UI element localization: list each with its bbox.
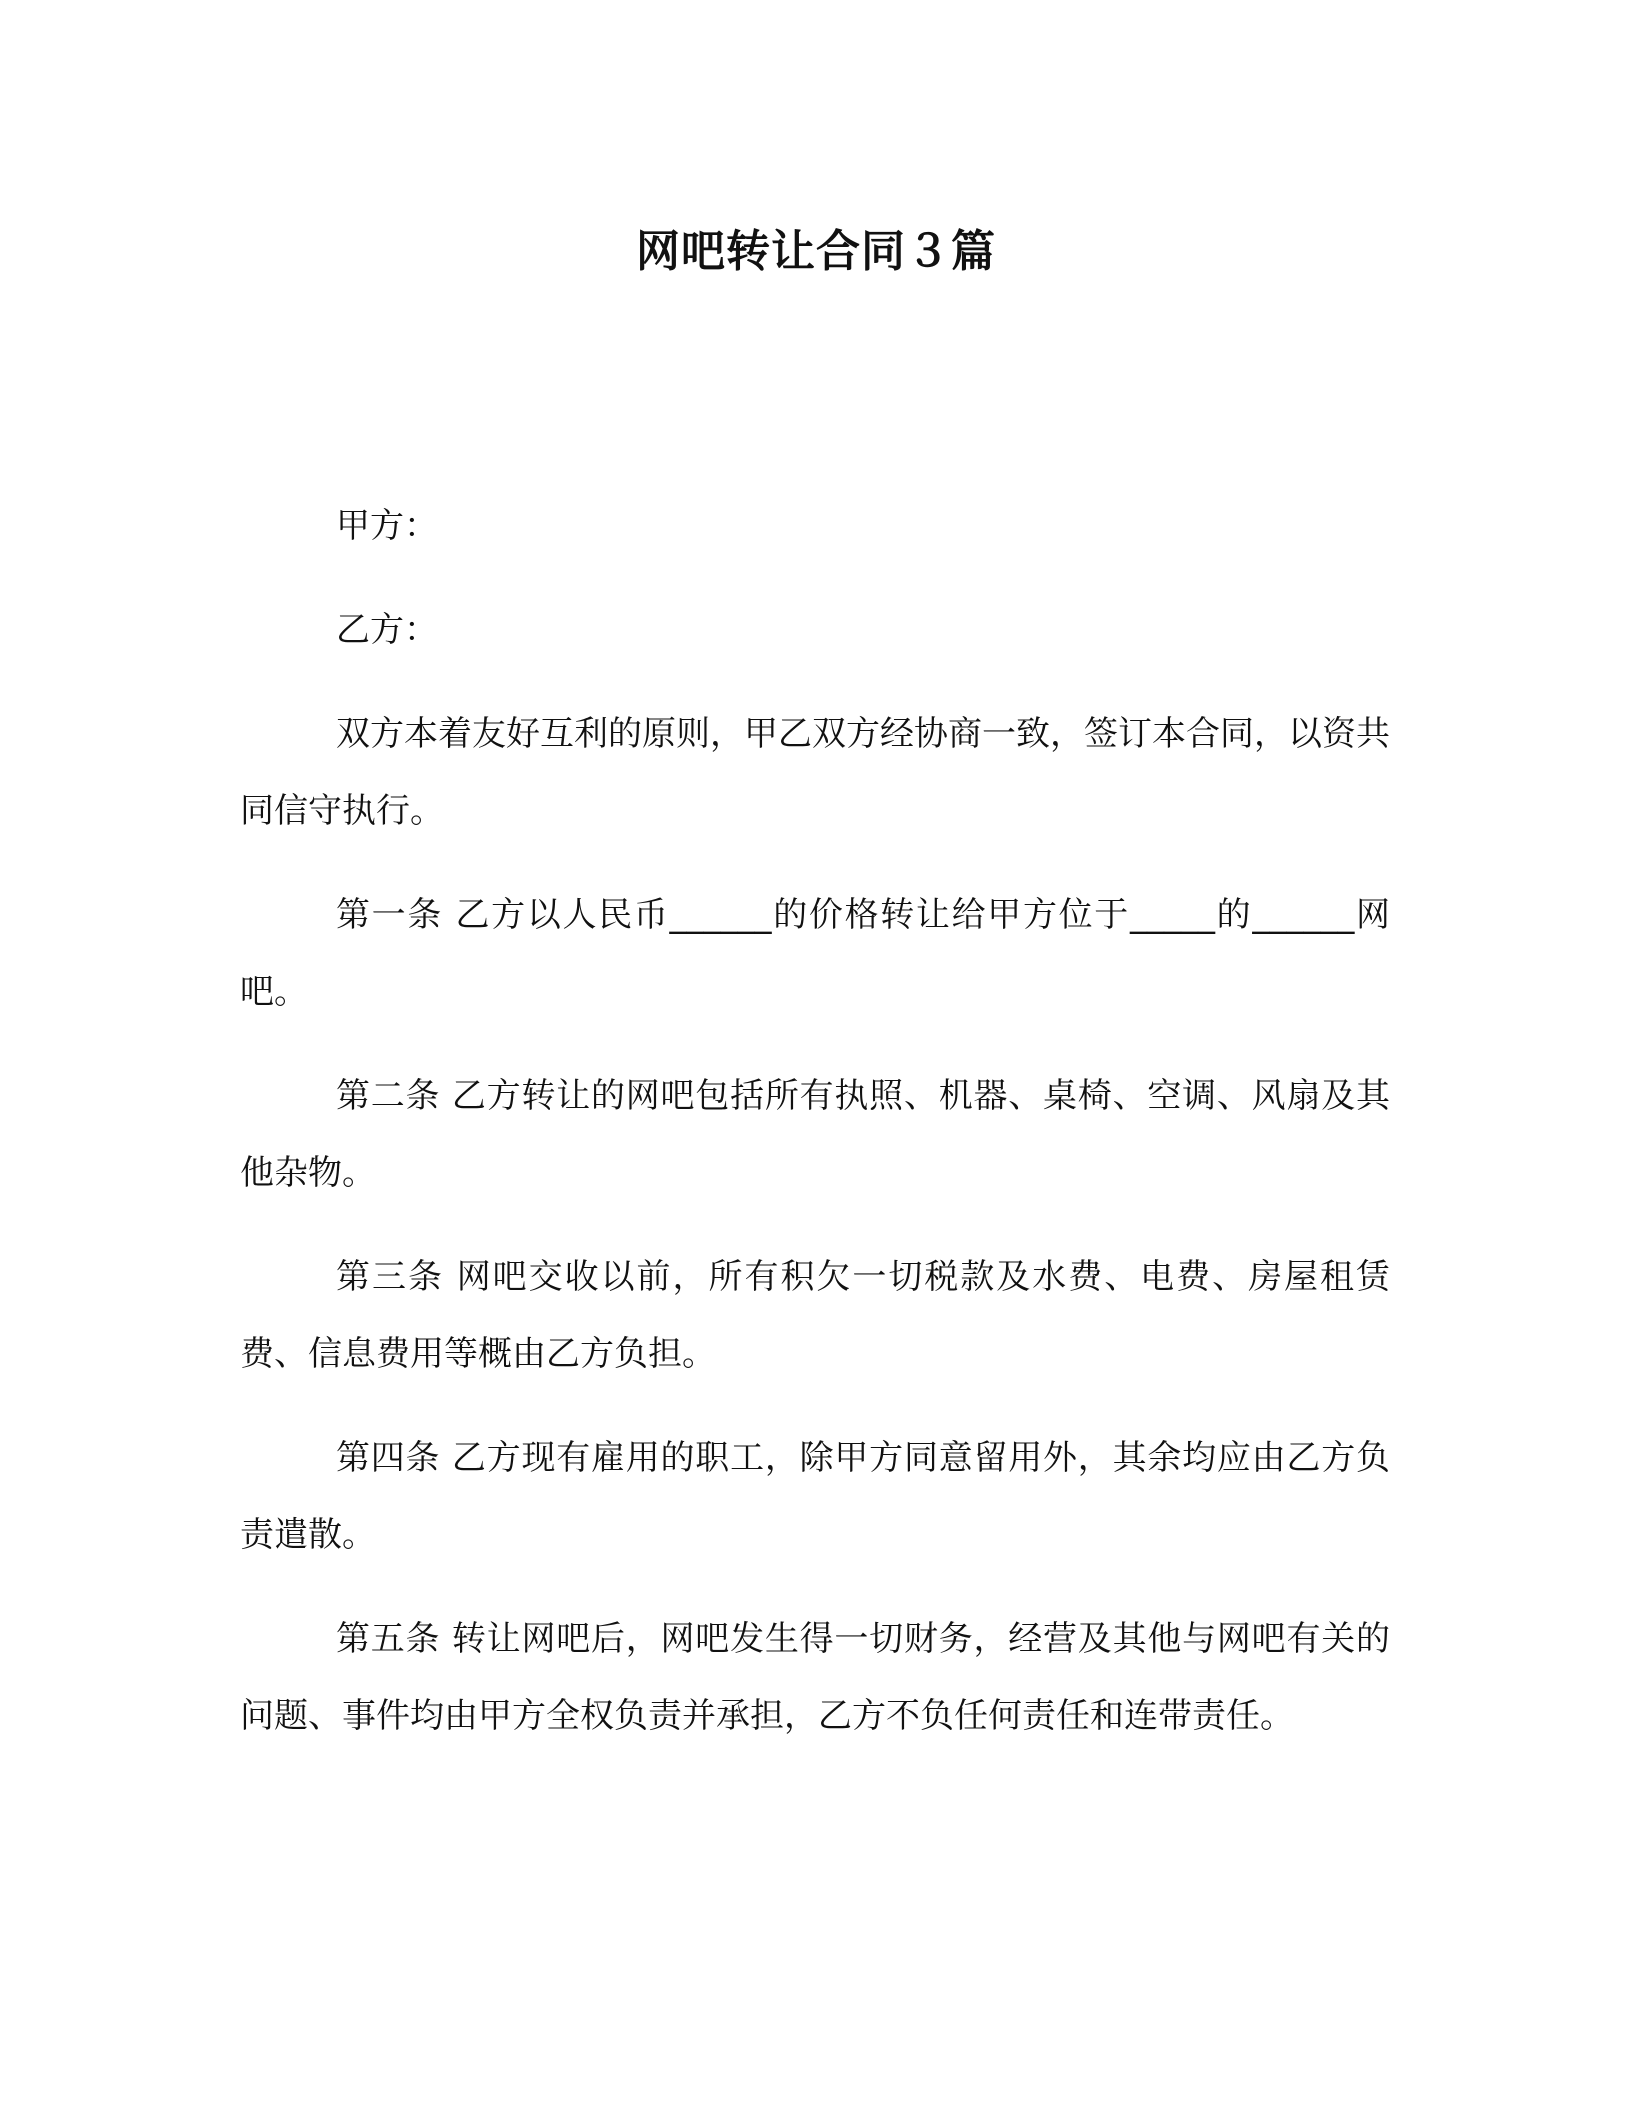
article-5-paragraph: 第五条 转让网吧后，网吧发生得一切财务，经营及其他与网吧有关的问题、事件均由甲方全权负责并承担，乙方不负任何责任和连带责任。 [240,1619,1390,1736]
party-a-line: 甲方： [336,506,438,546]
preamble-paragraph: 双方本着友好互利的原则，甲乙双方经协商一致，签订本合同，以资共同信守执行。 [240,714,1390,831]
article-3-paragraph: 第三条 网吧交收以前，所有积欠一切税款及水费、电费、房屋租赁费、信息费用等概由乙方负担。 [240,1257,1390,1374]
article-4-paragraph: 第四条 乙方现有雇用的职工，除甲方同意留用外，其余均应由乙方负责遣散。 [240,1438,1390,1555]
article-1-paragraph: 第一条 乙方以人民币______的价格转让给甲方位于_____的______网吧。 [240,895,1390,1012]
document-body [240,488,1390,1782]
article-2-paragraph: 第二条 乙方转让的网吧包括所有执照、机器、桌椅、空调、风扇及其他杂物。 [240,1076,1390,1193]
document-title: 网吧转让合同３篇 [636,226,996,277]
party-b-line: 乙方： [336,610,438,650]
